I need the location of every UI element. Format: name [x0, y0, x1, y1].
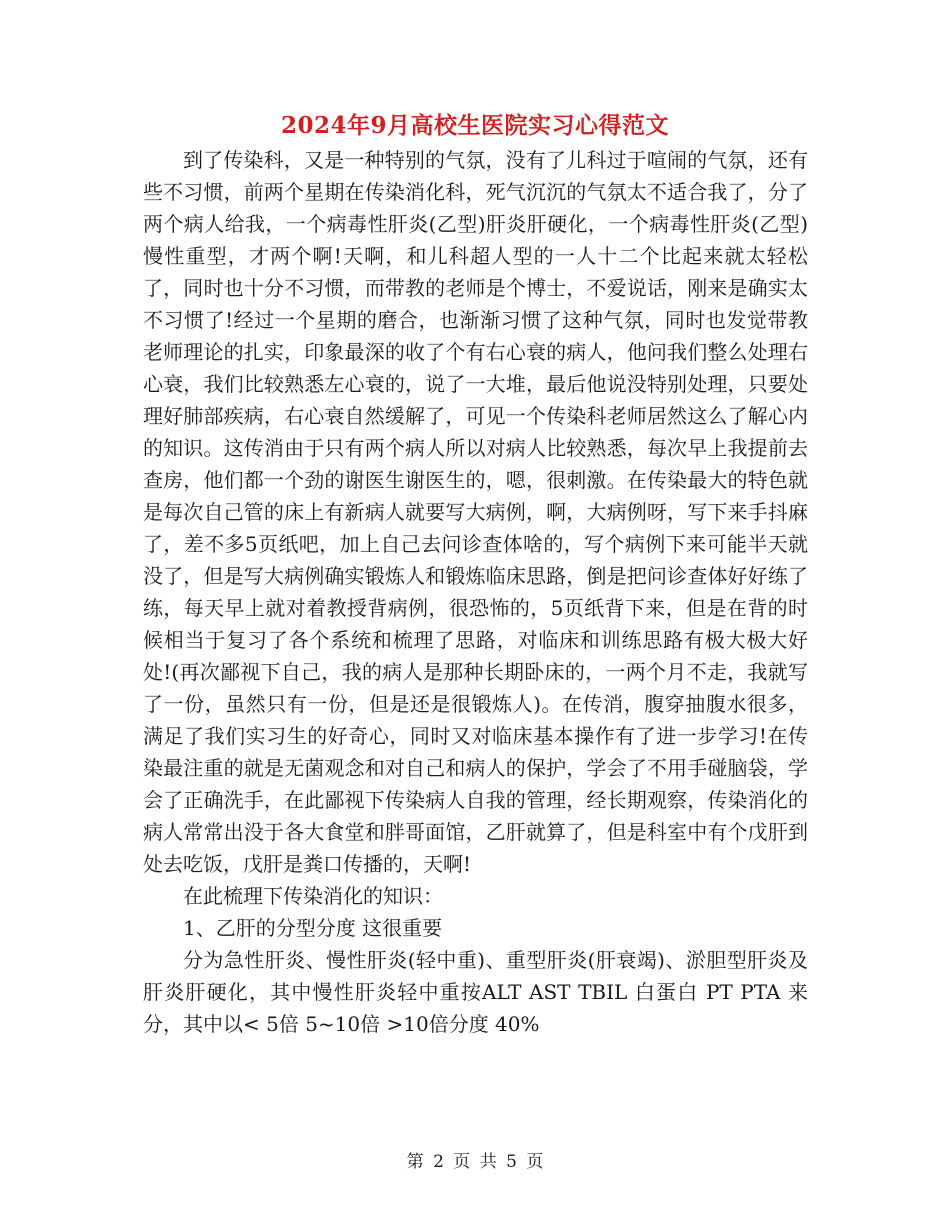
paragraph-4: 分为急性肝炎、慢性肝炎(轻中重)、重型肝炎(肝衰竭)、淤胆型肝炎及肝炎肝硬化，其中慢性肝炎轻中重按ALT AST TBIL 白蛋白 PT PTA 来分，其中以< 5倍 5~10倍 >10倍分度 40%: [143, 948, 808, 1036]
document-body: [143, 144, 808, 1040]
paragraph-1: 到了传染科，又是一种特别的气氛，没有了儿科过于喧闹的气氛，还有些不习惯，前两个星期在传染消化科，死气沉沉的气氛太不适合我了，分了两个病人给我，一个病毒性肝炎(乙型)肝炎肝硬化，一个病毒性肝炎(乙型)慢性重型，才两个啊!天啊，和儿科超人型的一人十二个比起来就太轻松了，同时也十分不习惯，而带教的老师是个博士，不爱说话，刚来是确实太不习惯了!经过一个星期的磨合，也渐渐习惯了这种气氛，同时也发觉带教老师理论的扎实，印象最深的收了个有右心衰的病人，他问我们整么处理右心衰，我们比较熟悉左心衰的，说了一大堆，最后他说没特别处理，只要处理好肺部疾病，右心衰自然缓解了，可见一个传染科老师居然这么了解心内的知识。这传消由于只有两个病人所以对病人比较熟悉，每次早上我提前去查房，他们都一个劲的谢医生谢医生的，嗯，很刺激。在传染最大的特色就是每次自己管的床上有新病人就要写大病例，啊，大病例呀，写下来手抖麻了，差不多5页纸吧，加上自己去问诊查体啥的，写个病例下来可能半天就没了，但是写大病例确实锻炼人和锻炼临床思路，倒是把问诊查体好好练了练，每天早上就对着教授背病例，很恐怖的，5页纸背下来，但是在背的时候相当于复习了各个系统和梳理了思路，对临床和训练思路有极大极大好处!(再次鄙视下自己，我的病人是那种长期卧床的，一两个月不走，我就写了一份，虽然只有一份，但是还是很锻炼人)。在传消，腹穿抽腹水很多，满足了我们实习生的好奇心，同时又对临床基本操作有了进一步学习!在传染最注重的就是无菌观念和对自己和病人的保护，学会了不用手碰脑袋，学会了正确洗手，在此鄙视下传染病人自我的管理，经长期观察，传染消化的病人常常出没于各大食堂和胖哥面馆，乙肝就算了，但是科室中有个戊肝到处去吃饭，戊肝是粪口传播的，天啊!: [143, 148, 808, 876]
document-title: 2024年9月高校生医院实习心得范文: [280, 112, 670, 139]
paragraph-2: 在此梳理下传染消化的知识：: [183, 884, 443, 908]
paragraph-3: 1、乙肝的分型分度 这很重要: [183, 916, 443, 940]
page-footer: 第 2 页 共 5 页: [406, 1152, 544, 1172]
